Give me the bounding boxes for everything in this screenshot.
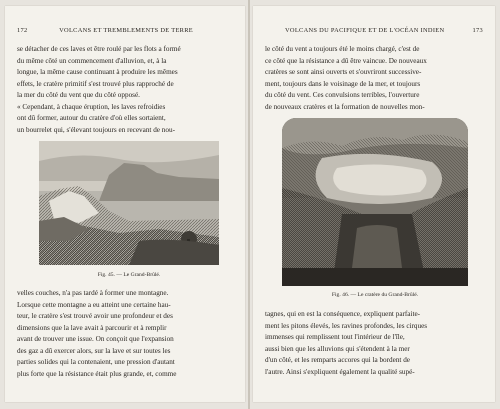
left-page — [5, 6, 245, 402]
book-crease — [248, 0, 250, 409]
text-line: de nouveaux cratères et la formation de nouvelles mon- — [265, 102, 425, 111]
crater-illustration — [282, 118, 468, 286]
text-line: du même côté un commencement d'alluvion, et, à la — [17, 56, 167, 65]
left-page-header — [17, 27, 233, 34]
text-line: dimensions que la lave avait à parcourir et à remplir — [17, 323, 167, 332]
left-top-paragraph — [17, 44, 233, 136]
text-line: aussi bien que les alluvions qui s'étendent à la mer — [265, 344, 410, 353]
text-line: velles couches, n'a pas tardé à former une montagne. — [17, 289, 169, 297]
text-line: plus forte que la résistance était plus grande, et, comme — [17, 369, 177, 378]
text-line: ont dû former, autour du cratère d'où elles sortaient, — [17, 114, 166, 122]
text-line: ment, toujours dans le voisinage de la mer, et toujours — [265, 79, 421, 88]
figure-crater-engraving — [282, 118, 468, 286]
left-bottom-paragraph — [17, 288, 233, 380]
text-line: ce côté que la résistance a dû être vaincue. De nouveaux — [265, 56, 427, 65]
volcano-landscape-illustration — [39, 141, 219, 265]
text-line: effets, le cratère primitif s'est trouvé plus rapproché de — [17, 79, 174, 88]
text-line: Lorsque cette montagne a eu atteint une certaine hau- — [17, 300, 171, 309]
text-line: l'autre. Ainsi s'expliquent également la qualité supé- — [265, 367, 415, 376]
text-line: cratères se sont ainsi ouverts et s'ouvriront successive- — [265, 68, 422, 76]
text-line: se détacher de ces laves et être roulé par les flots a formé — [17, 45, 181, 53]
right-page-header — [265, 27, 483, 34]
text-line: teur, le cratère s'est trouvé avoir une profondeur et des — [17, 312, 173, 320]
figure-grand-brule-engraving — [39, 141, 219, 265]
text-line: immenses qui remplissent tout l'intérieur de l'île, — [265, 333, 405, 341]
text-line: des gaz a dû exercer alors, sur la lave et sur toutes les — [17, 346, 171, 355]
text-line: un bourrelet qui, s'élevant toujours en recevant de nou- — [17, 125, 175, 134]
right-page-number: 173 — [472, 27, 483, 34]
text-line: d'un côté, et les remparts accores qui la bordent de — [265, 356, 410, 364]
text-line: « Cependant, à chaque éruption, les laves refroidies — [17, 102, 166, 111]
left-page-number: 172 — [17, 27, 28, 34]
text-line: avant de trouver une issue. On conçoit que l'expansion — [17, 335, 174, 343]
text-line: la mer du côté du vent que du côté opposé. — [17, 91, 140, 99]
left-figure-caption: Fig. 45. — Le Grand-Brûlé. — [97, 272, 161, 278]
right-top-paragraph — [265, 44, 483, 113]
right-running-title: VOLCANS DU PACIFIQUE ET DE L'OCÉAN INDIEN — [285, 27, 445, 34]
text-line: parties solides qui la contenaient, une pression d'autant — [17, 358, 175, 366]
right-figure-caption: Fig. 46. — Le cratère du Grand-Brûlé. — [331, 292, 419, 298]
text-line: tagnes, qui en est la conséquence, expliquent parfaite- — [265, 310, 421, 318]
text-line: le côté du vent a toujours été le moins chargé, c'est de — [265, 45, 420, 53]
left-running-title: VOLCANS ET TREMBLEMENTS DE TERRE — [59, 27, 193, 34]
right-bottom-paragraph — [265, 309, 483, 378]
text-line: longue, la même cause continuant à produire les mêmes — [17, 68, 178, 76]
text-line: ment les pitons élevés, les ravines profondes, les cirques — [265, 321, 428, 330]
text-line: du côté du vent. Ces convulsions terribles, l'ouverture — [265, 91, 420, 99]
right-page — [253, 6, 495, 402]
